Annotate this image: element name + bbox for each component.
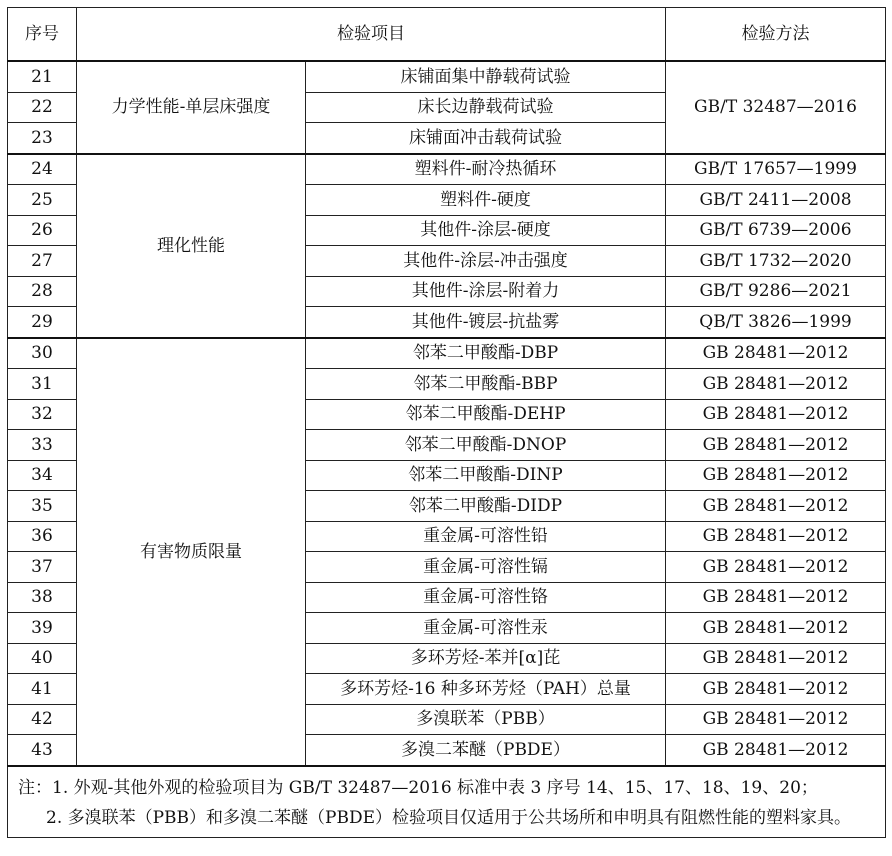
- row-item: 其他件-涂层-附着力: [306, 276, 666, 307]
- row-no: 21: [8, 61, 77, 92]
- row-method: GB 28481—2012: [666, 735, 886, 766]
- row-item: 重金属-可溶性铬: [306, 582, 666, 613]
- header-item: 检验项目: [77, 8, 666, 62]
- row-no: 38: [8, 582, 77, 613]
- row-no: 36: [8, 521, 77, 552]
- row-method: GB/T 2411—2008: [666, 185, 886, 216]
- row-no: 31: [8, 369, 77, 400]
- row-method: GB 28481—2012: [666, 369, 886, 400]
- group-label: 理化性能: [77, 154, 306, 338]
- row-item: 其他件-涂层-冲击强度: [306, 246, 666, 277]
- row-item: 塑料件-硬度: [306, 185, 666, 216]
- row-method: GB 28481—2012: [666, 674, 886, 705]
- row-item: 塑料件-耐冷热循环: [306, 154, 666, 185]
- row-no: 24: [8, 154, 77, 185]
- row-item: 重金属-可溶性铅: [306, 521, 666, 552]
- row-method: GB/T 17657—1999: [666, 154, 886, 185]
- row-item: 其他件-镀层-抗盐雾: [306, 307, 666, 338]
- row-item: 多溴二苯醚（PBDE）: [306, 735, 666, 766]
- table-header-row: [8, 8, 886, 62]
- row-item: 多溴联苯（PBB）: [306, 704, 666, 735]
- row-no: 27: [8, 246, 77, 277]
- row-item: 多环芳烃-苯并[α]芘: [306, 643, 666, 674]
- row-method: GB 28481—2012: [666, 460, 886, 491]
- row-method: GB 28481—2012: [666, 491, 886, 522]
- table-row: [8, 154, 886, 185]
- row-item: 邻苯二甲酸酯-BBP: [306, 369, 666, 400]
- row-no: 34: [8, 460, 77, 491]
- row-method: GB 28481—2012: [666, 552, 886, 583]
- header-method: 检验方法: [666, 8, 886, 62]
- note-1: 注：1. 外观-其他外观的检验项目为 GB/T 32487—2016 标准中表 3 序号 14、15、17、18、19、20；: [18, 777, 818, 798]
- row-item: 床铺面集中静载荷试验: [306, 61, 666, 92]
- row-no: 41: [8, 674, 77, 705]
- row-method: GB 28481—2012: [666, 338, 886, 369]
- table-row: [8, 61, 886, 92]
- row-item: 多环芳烃-16 种多环芳烃（PAH）总量: [306, 674, 666, 705]
- row-method: GB/T 6739—2006: [666, 215, 886, 246]
- row-method: QB/T 3826—1999: [666, 307, 886, 338]
- row-no: 42: [8, 704, 77, 735]
- row-method: GB 28481—2012: [666, 613, 886, 644]
- note-2: 2. 多溴联苯（PBB）和多溴二苯醚（PBDE）检验项目仅适用于公共场所和申明具有阻燃性能的塑料家具。: [46, 807, 852, 828]
- row-no: 40: [8, 643, 77, 674]
- row-item: 重金属-可溶性汞: [306, 613, 666, 644]
- row-item: 重金属-可溶性镉: [306, 552, 666, 583]
- row-item: 邻苯二甲酸酯-DIDP: [306, 491, 666, 522]
- row-item: 床长边静载荷试验: [306, 92, 666, 123]
- row-no: 29: [8, 307, 77, 338]
- row-no: 23: [8, 123, 77, 154]
- row-no: 26: [8, 215, 77, 246]
- notes-row: [8, 766, 886, 838]
- row-item: 邻苯二甲酸酯-DBP: [306, 338, 666, 369]
- group-label: 力学性能-单层床强度: [77, 61, 306, 154]
- row-no: 32: [8, 399, 77, 430]
- group-method: GB/T 32487—2016: [666, 61, 886, 154]
- row-no: 33: [8, 430, 77, 461]
- row-item: 邻苯二甲酸酯-DINP: [306, 460, 666, 491]
- row-item: 邻苯二甲酸酯-DEHP: [306, 399, 666, 430]
- row-item: 邻苯二甲酸酯-DNOP: [306, 430, 666, 461]
- row-no: 35: [8, 491, 77, 522]
- group-label: 有害物质限量: [77, 338, 306, 766]
- row-no: 43: [8, 735, 77, 766]
- row-method: GB/T 9286—2021: [666, 276, 886, 307]
- row-no: 25: [8, 185, 77, 216]
- row-item: 床铺面冲击载荷试验: [306, 123, 666, 154]
- row-method: GB 28481—2012: [666, 643, 886, 674]
- header-no: 序号: [8, 8, 77, 62]
- row-method: GB 28481—2012: [666, 704, 886, 735]
- row-method: GB/T 1732—2020: [666, 246, 886, 277]
- row-item: 其他件-涂层-硬度: [306, 215, 666, 246]
- row-no: 28: [8, 276, 77, 307]
- row-no: 37: [8, 552, 77, 583]
- row-method: GB 28481—2012: [666, 582, 886, 613]
- table-notes: [8, 766, 886, 838]
- inspection-table: [7, 7, 886, 838]
- row-no: 30: [8, 338, 77, 369]
- table-row: [8, 338, 886, 369]
- row-method: GB 28481—2012: [666, 521, 886, 552]
- row-no: 39: [8, 613, 77, 644]
- row-method: GB 28481—2012: [666, 430, 886, 461]
- row-no: 22: [8, 92, 77, 123]
- row-method: GB 28481—2012: [666, 399, 886, 430]
